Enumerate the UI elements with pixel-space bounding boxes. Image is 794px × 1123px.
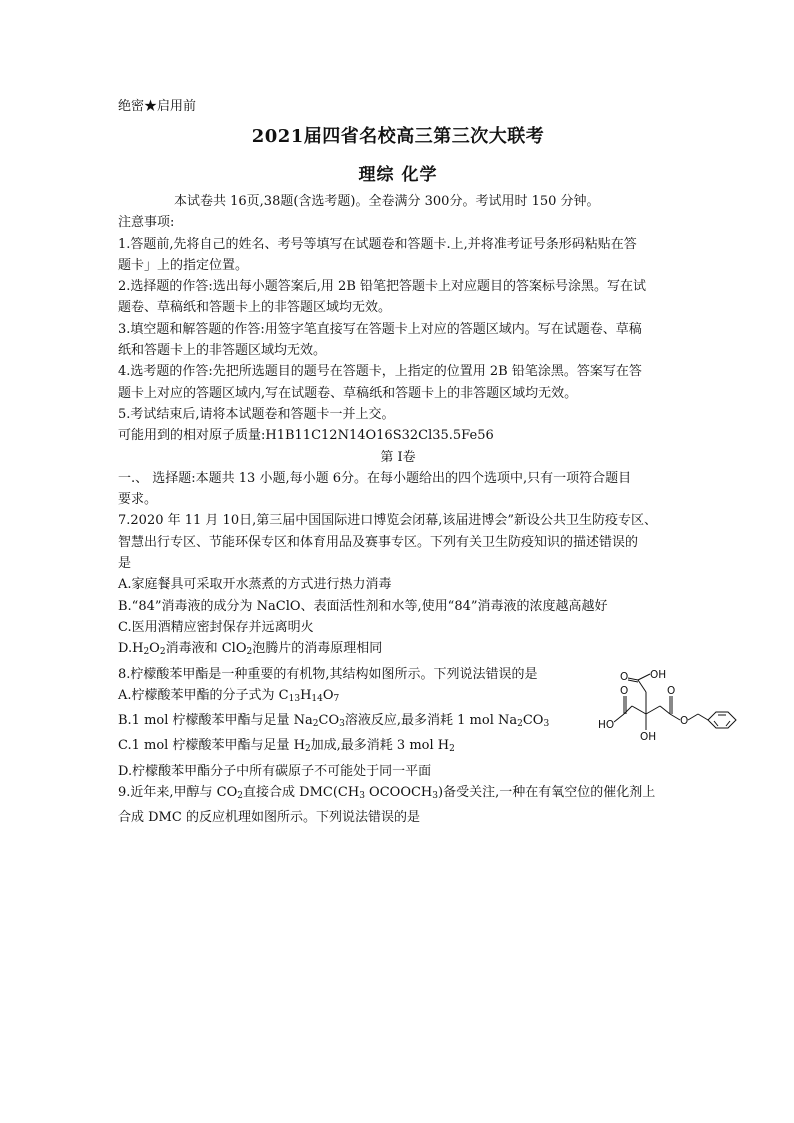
note-1-line-2: 题卡」上的指定位置。 [118,257,249,273]
ho-left-label: HO [598,718,615,731]
notes-list [118,234,678,426]
q7-option-d: $D.H_2O_2$消毒液和 ClO$_2$泡腾片的消毒原理相同 [118,641,383,658]
note-2-line-2: 题卷、草稿纸和答题卡上的非答题区域均无效。 [118,300,392,316]
q8-option-a: A.柠檬酸苯甲酯的分子式为 $C_{13}H_{14}O_7$ [118,687,340,704]
o-right-label: O [667,684,676,697]
o-ester-label: O [680,714,689,727]
q7-stem-line-2: 智慧出行专区、节能环保专区和体育用品及赛事专区。下列有关卫生防疫知识的描述错误的 [118,534,639,550]
note-3-line-1: 3.填空题和解答题的作答:用签字笔直接写在答题卡上对应的答题区域内。写在试题卷、草稿 [118,321,642,337]
note-1-line-1: 1.答题前,先将自己的姓名、考号等填写在试题卷和答题卡.上,并将准考证号条形码粘贴在答 [118,236,637,252]
oh-mid-label: OH [640,730,657,743]
exam-subtitle: 理综 化学 [358,165,438,185]
q9-line-1: 9.近年来,甲醇与 $CO_2$直接合成 $DMC(CH_3$ $OCOOCH_3$)备受关注,一种在有氧空位的催化剂上 [118,785,656,802]
volume-label: 第 I卷 [380,449,416,465]
q8-option-d: D.柠檬酸苯甲酯分子中所有碳原子不可能处于同一平面 [118,763,432,779]
exam-intro: 本试卷共 16页,38题(含选考题)。全卷满分 300分。考试用时 150 分钟。 [174,194,600,209]
note-2-line-1: 2.选择题的作答:选出每小题答案后,用 2B 铅笔把答题卡上对应题目的答案标号涂黑。写在试 [118,279,647,295]
q9-line-2: 合成 DMC 的反应机理如图所示。下列说法错误的是 [118,810,420,826]
q8-stem: 8.柠檬酸苯甲酯是一种重要的有机物,其结构如图所示。下列说法错误的是 [118,666,538,682]
q7-stem-line-3: 是 [118,556,132,572]
question-7 [118,510,678,663]
note-3-line-2: 纸和答题卡上的非答题区域均无效。 [118,343,327,359]
note-4-line-2: 题卡上对应的答题区域内,写在试题卷、草稿纸和答题卡上的非答题区域均无效。 [118,385,578,401]
q7-option-a: A.家庭餐具可采取开水蒸煮的方式进行热力消毒 [118,577,392,593]
atomic-masses: 可能用到的相对原子质量:H1B11C12N14O16S32Cl35.5Fe56 [118,428,494,444]
q7-option-c: C.医用酒精应密封保存并远离明火 [118,619,314,635]
o-top-label: O [620,670,629,683]
section-one-line-2: 要求。 [118,492,158,508]
notes-label: 注意事项: [118,215,175,231]
note-5-line-1: 5.考试结束后,请将本试题卷和答题卡一并上交。 [118,406,395,422]
question-8 [118,664,689,782]
section-one-line-1: 一.、 选择题:本题共 13 小题,每小题 6分。在每小题给出的四个选项中,只有一项符合题目 [118,470,632,486]
oh-top-label: OH [650,668,667,681]
benzyl-citrate-structure [598,664,748,744]
q7-option-b: B.“84”消毒液的成分为 NaClO、表面活性剂和水等,使用“84”消毒液的浓度越高越好 [118,598,608,614]
note-4-line-1: 4.选考题的作答:先把所选题目的题号在答题卡，上指定的位置用 2B 铅笔涂黑。答案写在答 [118,364,642,380]
exam-title: 2021届四省名校高三第三次大联考 [251,126,545,147]
q8-option-c: C.1 mol 柠檬酸苯甲酯与足量 $H_2$加成,最多消耗 3 mol $H_2$ [118,738,455,755]
confidential-label: 绝密★启用前 [118,99,197,114]
question-9 [118,782,678,829]
o-left-label: O [620,684,629,697]
q8-option-b: B.1 mol 柠檬酸苯甲酯与足量 $Na_2CO_3$溶液反应,最多消耗 1 mol $Na_2CO_3$ [118,713,550,730]
q7-stem-line-1: 7.2020 年 11 月 10日,第三届中国国际进口博览会闭幕,该届进博会”新设公共卫生防疫专区、 [118,513,658,529]
exam-page [118,96,689,829]
